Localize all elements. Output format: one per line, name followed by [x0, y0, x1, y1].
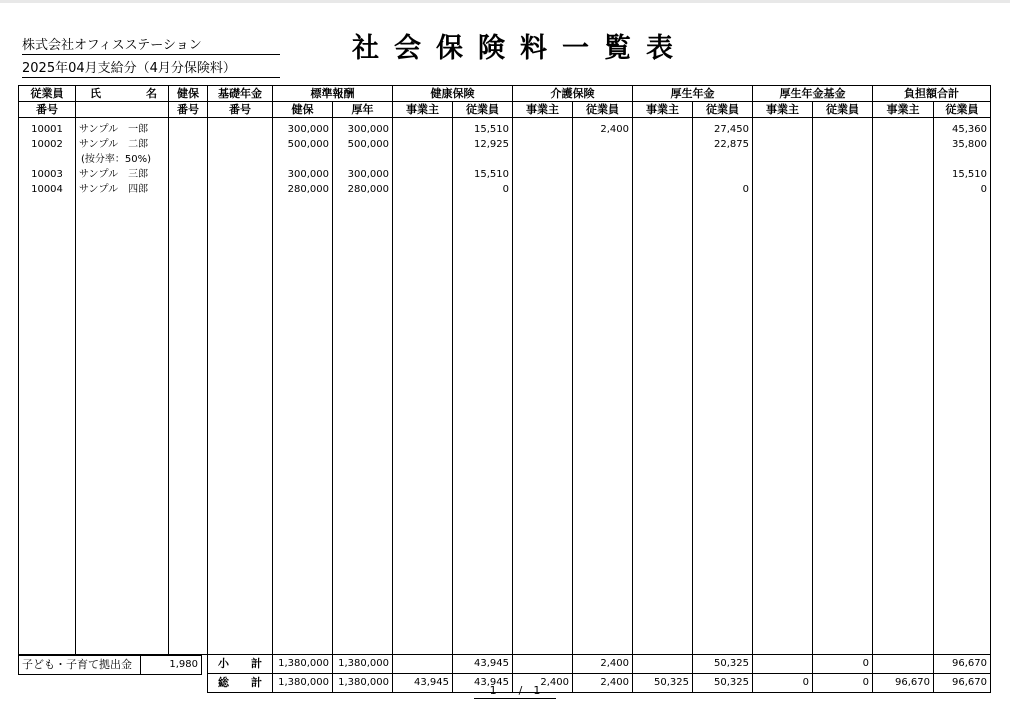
col-health-ee: 15,510 12,925 15,510 0 — [453, 118, 513, 655]
header-name-2 — [76, 102, 169, 118]
subtotal-label: 小 計 — [208, 655, 273, 674]
subtotal-row: 小 計 1,380,000 1,380,000 43,945 2,400 50,325 0 96,670 — [19, 655, 991, 674]
kodomo-value: 1,980 — [141, 656, 202, 675]
header-health: 健康保険 — [393, 86, 513, 102]
header-health-er: 事業主 — [393, 102, 453, 118]
company-name: 株式会社オフィスステーション — [22, 34, 280, 55]
header-kenpo-no-2: 番号 — [169, 102, 208, 118]
col-kiso — [208, 118, 273, 655]
header-total-ee: 従業員 — [934, 102, 991, 118]
col-emp-no: 10001 10002 10003 10004 — [19, 118, 76, 655]
col-name: サンプル 一郎 サンプル 二郎 (按分率：50%) サンプル 三郎 サンプル 四郎 — [76, 118, 169, 655]
header-kiso-1: 基礎年金 — [208, 86, 273, 102]
col-health-er — [393, 118, 453, 655]
header-fund-ee: 従業員 — [813, 102, 873, 118]
header-fund-er: 事業主 — [753, 102, 813, 118]
col-pension-ee: 27,450 22,875 0 — [693, 118, 753, 655]
col-std-kenpo: 300,000 500,000 300,000 280,000 — [273, 118, 333, 655]
header-care-ee: 従業員 — [573, 102, 633, 118]
col-fund-ee — [813, 118, 873, 655]
col-total-er — [873, 118, 934, 655]
kodomo-contribution — [18, 655, 202, 675]
header-total: 負担額合計 — [873, 86, 991, 102]
page-title: 社会保険料一覧表 — [352, 33, 688, 64]
header-total-er: 事業主 — [873, 102, 934, 118]
header-health-ee: 従業員 — [453, 102, 513, 118]
header-name: 氏 名 — [76, 86, 169, 102]
header-pension: 厚生年金 — [633, 86, 753, 102]
col-fund-er — [753, 118, 813, 655]
col-kenpo-no — [169, 118, 208, 655]
header-kiso-2: 番号 — [208, 102, 273, 118]
header-fund: 厚生年金基金 — [753, 86, 873, 102]
header-kenpo-no-1: 健保 — [169, 86, 208, 102]
header-care: 介護保険 — [513, 86, 633, 102]
header-emp-no-2: 番号 — [19, 102, 76, 118]
header-pension-er: 事業主 — [633, 102, 693, 118]
col-std-kounen: 300,000 500,000 300,000 280,000 — [333, 118, 393, 655]
header-care-er: 事業主 — [513, 102, 573, 118]
header-emp-no-1: 従業員 — [19, 86, 76, 102]
header-std-kounen: 厚年 — [333, 102, 393, 118]
col-total-ee: 45,360 35,800 15,510 0 — [934, 118, 991, 655]
header-std: 標準報酬 — [273, 86, 393, 102]
pay-period: 2025年04月支給分（4月分保険料） — [22, 57, 280, 78]
kodomo-label: 子ども・子育て拠出金 — [19, 656, 141, 675]
insurance-table — [18, 85, 991, 693]
col-care-ee: 2,400 — [573, 118, 633, 655]
grandtotal-row: 総 計 1,380,000 1,380,000 43,945 43,945 2,400 2,400 50,325 50,325 0 0 96,670 96,670 — [19, 674, 991, 693]
grandtotal-label: 総 計 — [208, 674, 273, 693]
top-border — [0, 0, 1010, 3]
header-pension-ee: 従業員 — [693, 102, 753, 118]
col-care-er — [513, 118, 573, 655]
page-number: 1 / 1 — [474, 682, 556, 699]
col-pension-er — [633, 118, 693, 655]
header-std-kenpo: 健保 — [273, 102, 333, 118]
